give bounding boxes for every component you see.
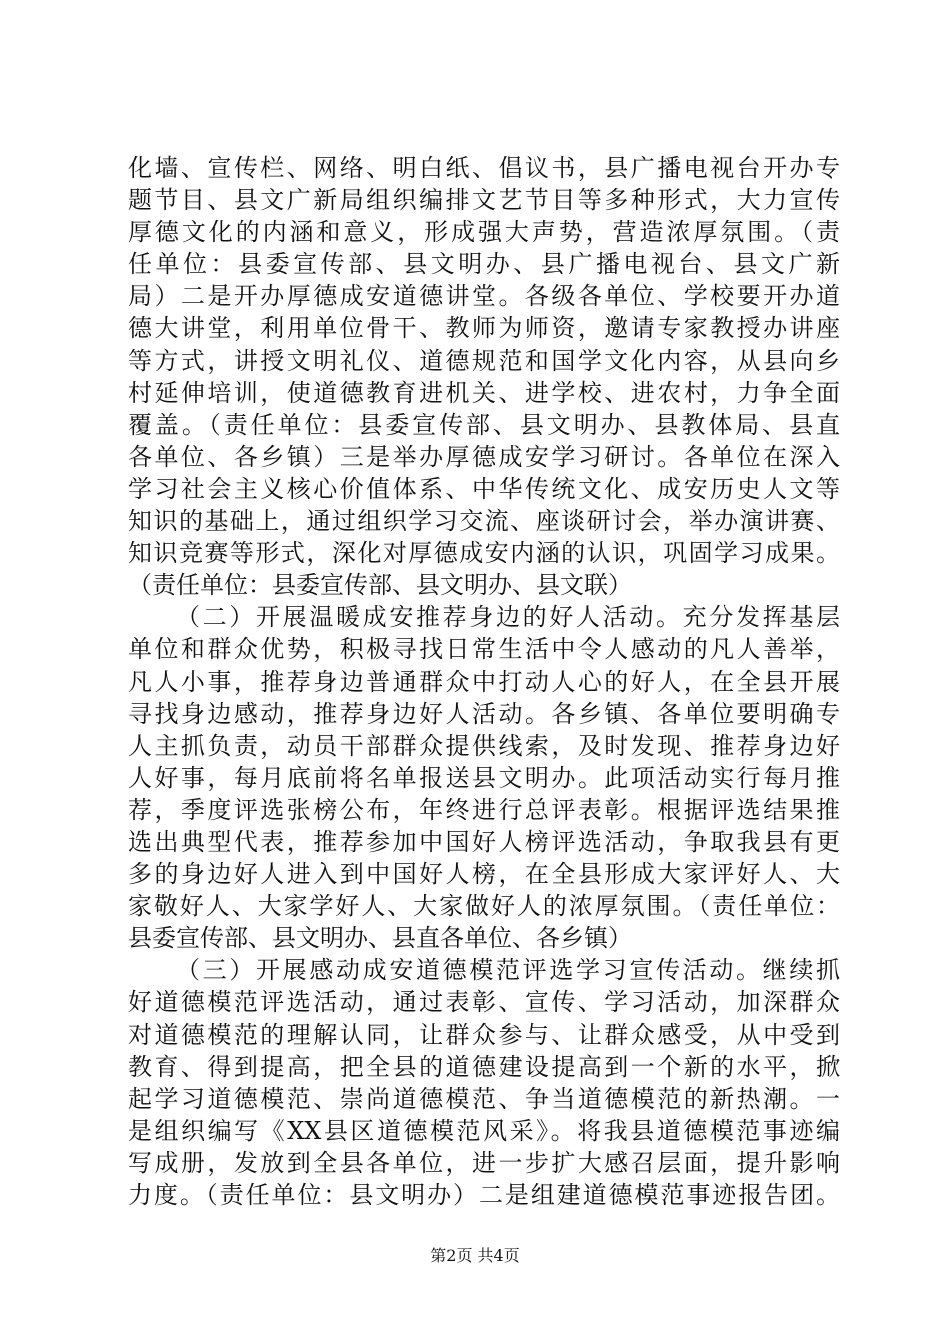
page-number-footer: 第2页 共4页: [430, 1246, 520, 1265]
text-line: 知识竞赛等形式，深化对厚德成安内涵的认识，巩固学习成果。: [128, 539, 840, 568]
text-line: 家敬好人、大家学好人、大家做好人的浓厚氛围。（责任单位：: [128, 892, 840, 921]
text-line: 厚德文化的内涵和意义，形成强大声势，营造浓厚氛围。（责: [128, 218, 840, 247]
text-line: 好道德模范评选活动，通过表彰、宣传、学习活动，加深群众: [128, 988, 840, 1017]
document-body: [128, 152, 840, 1211]
text-line: 村延伸培训，使道德教育进机关、进学校、进农村，力争全面: [128, 378, 840, 407]
text-line: 各单位、各乡镇）三是举办厚德成安学习研讨。各单位在深入: [128, 442, 840, 471]
text-line: 化墙、宣传栏、网络、明白纸、倡议书，县广播电视台开办专: [128, 154, 840, 182]
text-line: 知识的基础上，通过组织学习交流、座谈研讨会，举办演讲赛、: [128, 507, 840, 536]
text-line: 起学习道德模范、崇尚道德模范、争当道德模范的新热潮。一: [128, 1084, 840, 1113]
text-line: 人好事，每月底前将名单报送县文明办。此项活动实行每月推: [128, 763, 840, 792]
text-line: 人主抓负责，动员干部群众提供线索，及时发现、推荐身边好: [128, 731, 840, 760]
text-line: 凡人小事，推荐身边普通群众中打动人心的好人，在全县开展: [128, 667, 840, 696]
section-heading-line: （二）开展温暖成安推荐身边的好人活动。充分发挥基层: [176, 603, 840, 632]
text-line: 对道德模范的理解认同，让群众参与、让群众感受，从中受到: [128, 1020, 840, 1049]
text-line: 德大讲堂，利用单位骨干、教师为师资，邀请专家教授办讲座: [128, 314, 840, 343]
text-line: 多的身边好人进入到中国好人榜，在全县形成大家评好人、大: [128, 860, 840, 889]
text-line: 是组织编写《XX县区道德模范风采》。将我县道德模范事迹编: [128, 1116, 840, 1145]
text-line: 等方式，讲授文明礼仪、道德规范和国学文化内容，从县向乡: [128, 346, 840, 375]
text-line: 任单位：县委宣传部、县文明办、县广播电视台、县文广新: [128, 250, 840, 279]
text-line: 写成册，发放到全县各单位，进一步扩大感召层面，提升影响: [128, 1148, 840, 1177]
text-line: 选出典型代表，推荐参加中国好人榜评选活动，争取我县有更: [128, 827, 840, 856]
text-line: 教育、得到提高，把全县的道德建设提高到一个新的水平，掀: [128, 1052, 840, 1081]
text-line: 寻找身边感动，推荐身边好人活动。各乡镇、各单位要明确专: [128, 699, 840, 728]
text-line: 单位和群众优势，积极寻找日常生活中令人感动的凡人善举，: [128, 635, 840, 664]
text-line: 力度。（责任单位：县文明办）二是组建道德模范事迹报告团。: [128, 1181, 840, 1209]
section-heading-line: （三）开展感动成安道德模范评选学习宣传活动。继续抓: [176, 956, 840, 985]
text-line: 荐，季度评选张榜公布，年终进行总评表彰。根据评选结果推: [128, 795, 840, 824]
text-line: 局）二是开办厚德成安道德讲堂。各级各单位、学校要开办道: [128, 282, 840, 311]
text-line: 县委宣传部、县文明办、县直各单位、各乡镇）: [128, 924, 632, 953]
text-line: 题节目、县文广新局组织编排文艺节目等多种形式，大力宣传: [128, 186, 840, 215]
text-line: 学习社会主义核心价值体系、中华传统文化、成安历史人文等: [128, 474, 840, 503]
text-line: （责任单位：县委宣传部、县文明办、县文联）: [128, 571, 632, 600]
text-line: 覆盖。（责任单位：县委宣传部、县文明办、县教体局、县直: [128, 410, 840, 439]
